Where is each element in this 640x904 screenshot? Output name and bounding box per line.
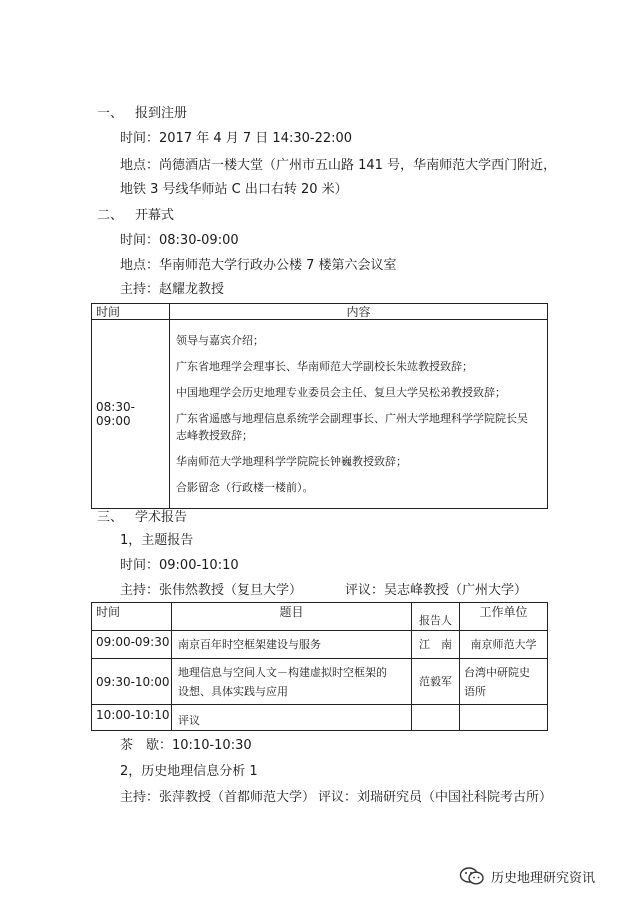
wechat-account-footer [459,866,595,886]
table2-row-unit [460,659,548,705]
section-3-number: 三、 [97,510,124,525]
section-3-heading [97,509,187,527]
tea-break: 茶 歇：10:10-10:30 [120,738,252,753]
table2-row-unit-line1: 台湾中研院史 [464,665,530,679]
table2-header-time: 时间 [92,603,172,631]
table2-row-reporter: 江 南 [412,631,460,659]
section-2-heading [97,207,174,225]
table2-row-unit: 南京师范大学 [460,631,548,659]
section-2-place: 地点：华南师范大学行政办公楼 7 楼第六会议室 [120,258,397,273]
section-1-place-line2: 地铁 3 号线华师站 C 出口右转 20 米） [120,182,348,197]
section-2-number: 二、 [97,208,124,223]
section-3-title: 学术报告 [135,510,188,525]
table1-item: 广东省地理学会理事长、华南师范大学副校长朱竑教授致辞； [176,359,473,373]
table2-header-unit: 工作单位 [460,603,548,631]
table1-item: 合影留念（行政楼一楼前）。 [176,480,314,494]
subtitle-2-host: 主持：张萍教授（首都师范大学） [120,790,316,805]
keynote-schedule-table [91,602,548,731]
table1-header-content: 内容 [170,304,548,320]
section-1-title: 报到注册 [135,106,188,121]
table2-row-time: 09:30-10:00 [92,659,172,705]
section-1-time: 时间：2017 年 4 月 7 日 14:30-22:00 [120,131,353,146]
table2-row-topic-line2: 设想、具体实践与应用 [178,684,288,698]
table2-row-topic [172,631,412,659]
opening-schedule-table [91,303,548,509]
subtitle-2-comment: 评议：刘瑞研究员（中国社科院考古所） [318,790,553,805]
table2-header-topic: 题目 [172,603,412,631]
section-2-title: 开幕式 [135,208,175,223]
table2-row-time: 09:00-09:30 [92,631,172,659]
wechat-icon [459,866,485,886]
section-3-host: 主持：张伟然教授（复旦大学） [120,583,303,598]
table-row [92,659,548,705]
section-3-subtitle-1: 1，主题报告 [120,533,194,548]
table1-time-cell: 08:30-09:00 [92,320,170,509]
section-1-number: 一、 [97,106,124,121]
table2-row-topic-line1: 评议 [178,714,200,727]
table1-item: 志峰教授致辞； [176,428,253,442]
table1-content-cell [170,320,548,509]
section-3-comment: 评议：吴志峰教授（广州大学） [345,583,528,598]
table2-row-unit-line2: 语所 [464,684,486,698]
table1-item: 中国地理学会历史地理专业委员会主任、复旦大学吴松弟教授致辞； [176,385,506,399]
table2-row-topic [172,705,412,731]
table1-item: 领导与嘉宾介绍； [176,333,264,347]
section-3-time: 时间：09:00-10:10 [120,558,239,573]
table1-header-time: 时间 [92,304,170,320]
table-row [92,631,548,659]
table2-row-topic [172,659,412,705]
table-row [92,705,548,731]
section-2-time: 时间：08:30-09:00 [120,233,239,248]
table1-item: 广东省遥感与地理信息系统学会副理事长、广州大学地理科学学院院长吴 [176,411,528,425]
table1-item: 华南师范大学地理科学学院院长钟巍教授致辞； [176,454,407,468]
table2-row-unit [460,705,548,731]
section-2-host: 主持：赵耀龙教授 [120,282,225,297]
table2-row-reporter [412,705,460,731]
table2-row-time: 10:00-10:10 [92,705,172,731]
table2-row-topic-line1: 地理信息与空间人文－构建虚拟时空框架的 [178,665,387,679]
table2-header-reporter: 报告人 [412,603,460,631]
wechat-account-name: 历史地理研究资讯 [491,870,596,886]
table2-row-topic-line1: 南京百年时空框架建设与服务 [178,638,321,651]
section-1-heading [97,105,187,123]
table2-row-reporter: 范毅军 [412,659,460,705]
section-3-subtitle-2: 2，历史地理信息分析 1 [120,764,258,779]
section-1-place-line1: 地点：尚德酒店一楼大堂（广州市五山路 141 号，华南师范大学西门附近， [120,158,557,173]
